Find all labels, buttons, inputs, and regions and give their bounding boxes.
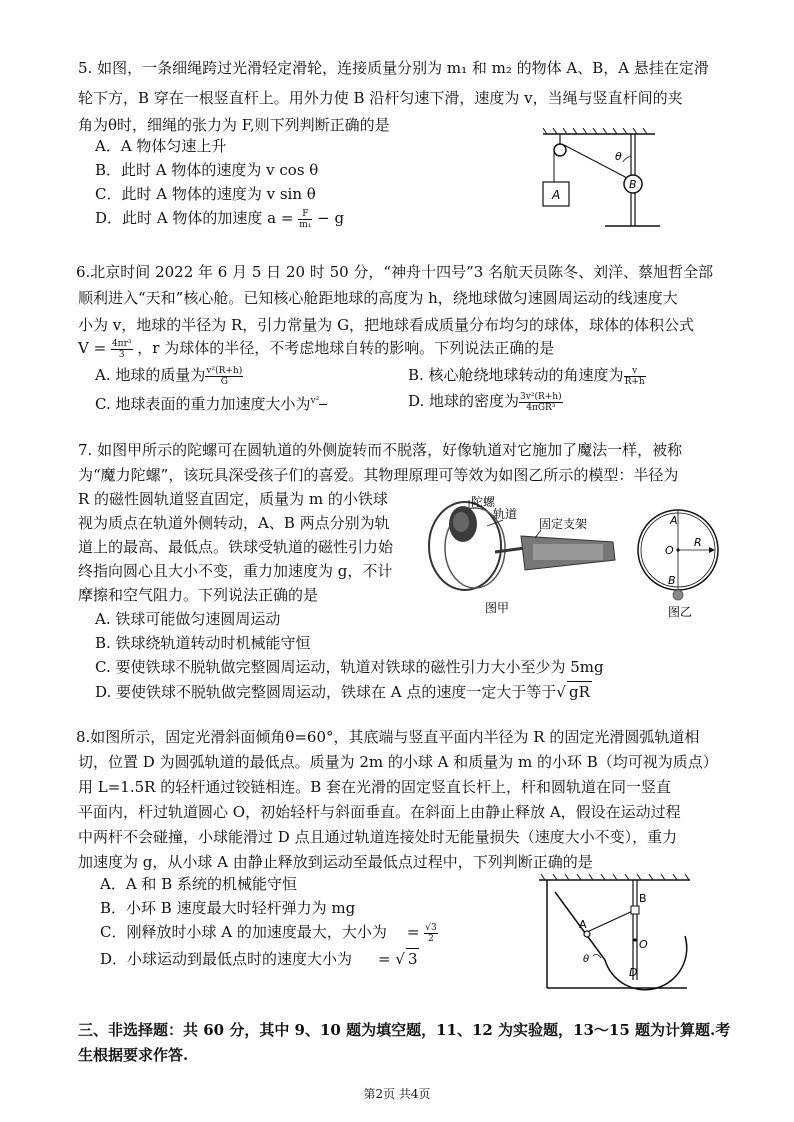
q8-figure-label-a: A [579,918,587,931]
q8-stem-line-1: 8.如图所示，固定光滑斜面倾角θ=60°，其底端与竖直平面内半径为 R 的固定光滑圆弧轨道相 [76,728,700,746]
q5-option-d-suffix: − g [317,209,345,227]
q8-option-d-prefix: D．小球运动到最低点时的速度大小为 [100,950,353,968]
q7-fig2-caption: 图乙 [668,605,693,619]
q5-option-d-num: F [298,209,312,220]
q6-option-a-fraction [205,366,243,387]
q6-option-d-fraction [519,392,563,413]
q7-stem-line-3: R 的磁性圆轨道竖直固定，质量为 m 的小铁球 [78,490,388,508]
q6-option-b [408,365,646,387]
q6-stem-line-1: 6.北京时间 2022 年 6 月 5 日 20 时 50 分，“神舟十四号”3 名航天员陈冬、刘洋、蔡旭哲全部 [76,263,714,281]
q8-option-c-eq: = [406,923,420,941]
q6-option-d-den: 4πGR³ [526,402,556,413]
q7-option-b: B. 铁球绕轨道转动时机械能守恒 [95,634,311,652]
q6-volume-suffix: ，r 为球体的半径，不考虑地球自转的影响。下列说法正确的是 [137,339,555,357]
q7-option-a: A. 铁球可能做匀速圆周运动 [95,610,281,628]
q6-option-a-den: G [220,376,228,387]
q8-incline-figure [535,872,695,1000]
q7-fig2-label-o: O [665,544,674,557]
section-3-heading-line-2: 生根据要求作答. [78,1046,189,1064]
q7-stem-line-5: 道上的最高、最低点。铁球受轨道的磁性引力始 [78,538,394,556]
q7-fig1-label-track: 轨道 [493,507,518,521]
q6-option-b-den: R+h [624,376,645,387]
q8-figure-label-theta: θ [583,954,590,965]
q7-fig1-label-gyro: 陀螺 [471,495,496,509]
q5-option-d-fraction [298,209,312,230]
q7-figure-yi [632,500,722,620]
q7-fig2-label-b: B [668,574,676,587]
q8-stem-line-6: 加速度为 g，从小球 A 由静止释放到运动至最低点过程中，下列判断正确的是 [78,853,593,871]
q8-option-a: A．A 和 B 系统的机械能守恒 [100,875,297,893]
q8-option-c-prefix: C．刚释放时小球 A 的加速度最大，大小为 [100,923,387,941]
q6-option-b-fraction [624,366,646,387]
q5-figure-label-theta: θ [615,150,622,163]
q7-fig1-label-stand: 固定支架 [539,517,588,531]
q7-stem-line-1: 7. 如图甲所示的陀螺可在圆轨道的外侧旋转而不脱落，好像轨道对它施加了魔法一样，被称 [78,441,683,459]
page-footer: 第2页 共4页 [363,1087,431,1101]
q6-option-c-sup: v² [310,396,320,406]
q7-fig2-label-a: A [670,514,678,527]
q8-figure-label-d: D [629,966,638,979]
q8-option-d-sqrt: 3 [407,950,418,968]
q8-figure-label-b: B [639,892,647,905]
q7-stem-line-4: 视为质点在轨道外侧转动，A、B 两点分别为轨 [78,514,390,532]
q6-volume-num: 4πr³ [111,338,132,349]
q7-stem-line-7: 摩擦和空气阻力。下列说法正确的是 [78,586,319,604]
q6-option-c [95,391,327,414]
q8-option-c [100,922,438,944]
q6-volume-fraction [111,339,133,360]
q7-fig1-caption: 图甲 [485,601,510,615]
q8-option-c-den: 2 [428,933,434,944]
q8-stem-line-3: 用 L=1.5R 的轻杆通过铰链相连。B 套在光滑的固定竖直长杆上，杆和圆轨道在同一竖直 [78,778,672,796]
q7-fig2-label-r: R [694,536,702,549]
q8-figure-label-o: O [639,938,648,951]
q8-option-c-fraction [424,923,437,944]
q7-option-d-sqrt: gR [568,683,590,701]
q5-option-c: C．此时 A 物体的速度为 v sin θ [95,185,316,203]
q5-figure-label-b: B [629,178,637,191]
q5-option-d-prefix: D．此时 A 物体的加速度 a = [95,209,294,227]
q8-stem-line-2: 切，位置 D 为圆弧轨道的最低点。质量为 2m 的小球 A 和质量为 m 的小环 B（均可视为质点） [78,753,718,771]
q7-stem-line-6: 终指向圆心且大小不变，重力加速度为 g，不计 [78,562,393,580]
q6-stem-line-4 [78,338,554,360]
q8-option-d-eq: = [378,950,391,968]
q5-stem-line-2: 轮下方，B 穿在一根竖直杆上。用外力使 B 沿杆匀速下滑，速度为 v，当绳与竖直杆间的夹 [78,89,683,107]
q6-option-d-prefix: D. 地球的密度为 [408,392,520,410]
q5-option-d [95,208,344,230]
q6-option-a-num: v²(R+h) [206,365,243,376]
q7-option-d-prefix: D. 要使铁球不脱轨做完整圆周运动，铁球在 A 点的速度一定大于等于 [95,683,557,701]
q6-volume-den: 3 [118,349,125,360]
q5-pulley-figure [535,128,665,230]
q8-stem-line-4: 平面内，杆过轨道圆心 O，初始轻杆与斜面垂直。在斜面上由静止释放 A，假设在运动过程 [78,803,681,821]
q8-stem-line-5: 中两杆不会碰撞，小球能滑过 D 点且通过轨道连接处时无能量损失（速度大小不变），重力 [78,828,678,846]
q5-figure-label-a: A [552,188,561,202]
q7-option-d: D. 要使铁球不脱轨做完整圆周运动，铁球在 A 点的速度一定大于等于√ gR [95,683,590,701]
q8-option-c-num: √3 [425,922,437,933]
q6-volume-prefix: V = [78,339,107,357]
q6-option-d-num: 3v²(R+h) [520,391,562,402]
q5-stem-line-3: 角为θ时，细绳的张力为 F,则下列判断正确的是 [78,116,390,134]
q8-option-b: B．小环 B 速度最大时轻杆弹力为 mg [100,899,356,917]
q6-option-c-prefix: C. 地球表面的重力加速度大小为 [95,395,311,413]
q5-stem-line-1: 5. 如图，一条细绳跨过光滑轻定滑轮，连接质量分别为 m₁ 和 m₂ 的物体 A、B，A 悬挂在定滑 [78,59,709,77]
q6-stem-line-3: 小为 v，地球的半径为 R，引力常量为 G，把地球看成质量分布均匀的球体，球体的体积公式 [78,316,695,334]
q6-option-b-prefix: B. 核心舱绕地球转动的角速度为 [408,366,624,384]
q7-stem-line-2: 为“魔力陀螺”，该玩具深受孩子们的喜爱。其物理原理可等效为如图乙所示的模型：半径为 [78,466,679,484]
q6-option-b-num: v [624,366,646,377]
q7-figure-jia [425,494,625,616]
q6-stem-line-2: 顺利进入“天和”核心舱。已知核心舱距地球的高度为 h，绕地球做匀速圆周运动的线速度大 [78,289,678,307]
q6-option-a [95,365,243,387]
q5-option-b: B．此时 A 物体的速度为 v cos θ [95,161,319,179]
q8-option-d: D．小球运动到最低点时的速度大小为 = √ 3 [100,950,418,968]
q7-option-c: C. 要使铁球不脱轨做完整圆周运动，轨道对铁球的磁性引力大小至少为 5mg [95,658,604,676]
section-3-heading-line-1: 三、非选择题：共 60 分，其中 9、10 题为填空题，11、12 为实验题，13～15 题为计算题.考 [78,1021,731,1039]
q5-option-a: A．A 物体匀速上升 [95,137,227,155]
q5-option-d-den: m₁ [299,219,312,230]
q6-option-d [408,391,563,413]
q6-option-a-prefix: A. 地球的质量为 [95,366,206,384]
